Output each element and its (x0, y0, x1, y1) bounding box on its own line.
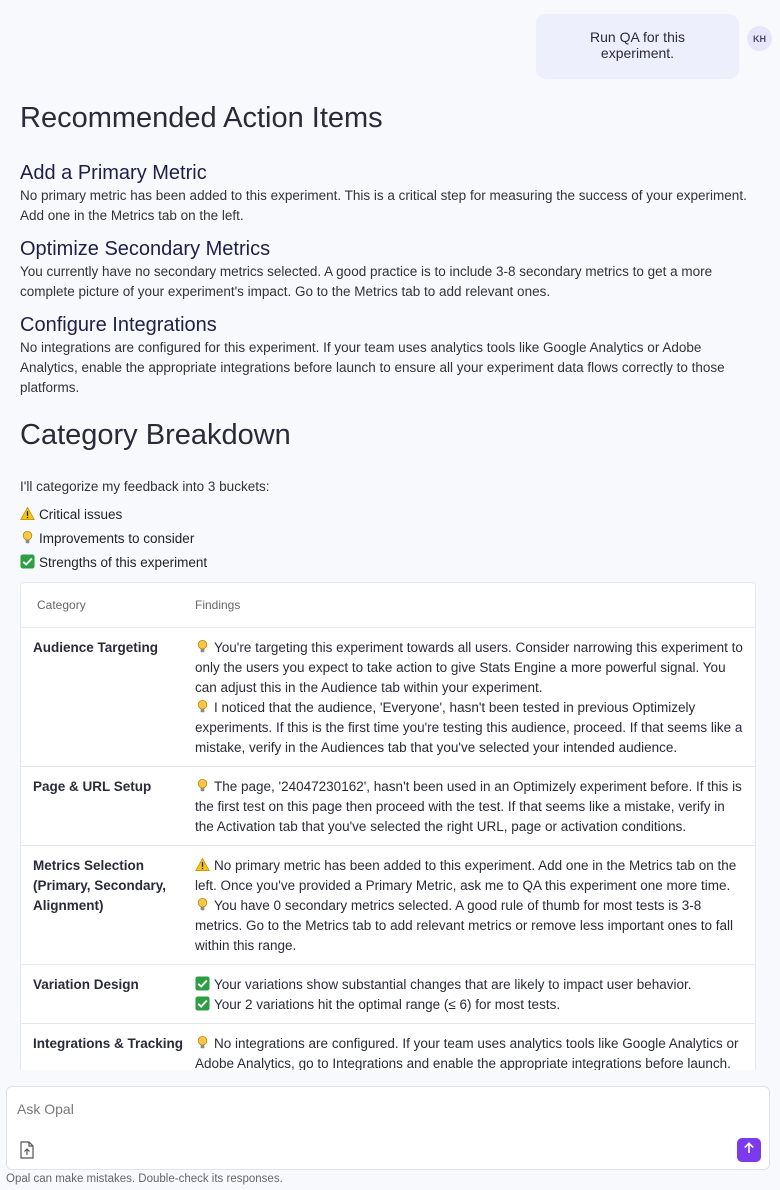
row-findings (195, 856, 755, 956)
category-breakdown-table (20, 582, 756, 1070)
finding-item (195, 777, 743, 837)
send-button[interactable] (737, 1138, 761, 1162)
chat-input[interactable]: Ask Opal (17, 1101, 74, 1117)
row-category: Audience Targeting (33, 640, 159, 655)
user-message-row (536, 14, 772, 79)
finding-text: No integrations are configured. If your team uses analytics tools like Google Analytics or Adobe Analytics, go to Integrations and enable the appropriate integrations before launch. (195, 1036, 739, 1070)
action-heading-primary-metric: Add a Primary Metric (20, 162, 207, 184)
bucket-label: Critical issues (39, 507, 123, 522)
bucket-critical (20, 503, 760, 527)
lightbulb-icon (195, 778, 210, 793)
arrow-up-icon (742, 1141, 756, 1160)
user-message-bubble: Run QA for this experiment. (536, 14, 739, 79)
row-findings (195, 1034, 755, 1070)
row-findings (195, 975, 755, 1015)
check-icon (195, 976, 210, 991)
bucket-improvements (20, 527, 760, 551)
table-body (21, 627, 755, 1070)
finding-text: The page, '24047230162', hasn't been used in an Optimizely experiment before. If this is the first test on this page then proceed with the test. If that seems like a mistake, verify in the Activation tab that you've selected the right URL, page or activation conditions. (195, 779, 742, 834)
bucket-strengths (20, 551, 760, 575)
chat-input-box[interactable] (6, 1086, 770, 1170)
lightbulb-icon (195, 897, 210, 912)
lightbulb-icon (195, 699, 210, 714)
table-row (21, 766, 755, 845)
finding-item (195, 1034, 743, 1070)
user-avatar: KH (747, 26, 772, 51)
breakdown-intro: I'll categorize my feedback into 3 buckets: (20, 479, 270, 494)
recommended-title: Recommended Action Items (20, 102, 383, 134)
action-heading-integrations: Configure Integrations (20, 314, 217, 336)
table-header (21, 583, 755, 627)
lightbulb-icon (195, 1035, 210, 1050)
lightbulb-icon (20, 530, 35, 545)
bucket-label: Improvements to consider (39, 531, 195, 546)
action-text-primary-metric: No primary metric has been added to this experiment. This is a critical step for measuring the success of your experiment. Add one in the Metrics tab on the left. (20, 188, 747, 223)
breakdown-title: Category Breakdown (20, 419, 291, 451)
warning-icon (195, 857, 210, 872)
row-category: Variation Design (33, 977, 139, 992)
row-findings (195, 638, 755, 758)
finding-text: Your 2 variations hit the optimal range (≤ 6) for most tests. (214, 997, 561, 1012)
table-row (21, 964, 755, 1023)
assistant-response (20, 98, 760, 575)
finding-item (195, 975, 743, 995)
finding-text: I noticed that the audience, 'Everyone', hasn't been tested in previous Optimizely experiments. If this is the first time you're testing this audience, proceed. If that seems like a mistake, verify in the Audiences tab that you've selected your intended audience. (195, 700, 743, 755)
table-row (21, 1023, 755, 1070)
header-category: Category (37, 598, 86, 612)
finding-item (195, 896, 743, 956)
finding-text: You're targeting this experiment towards all users. Consider narrowing this experiment to only the users you expect to take action to give Stats Engine a more powerful signal. You can adjust this in the Audience tab within your experiment. (195, 640, 743, 695)
lightbulb-icon (195, 639, 210, 654)
finding-item (195, 638, 743, 698)
table-row (21, 627, 755, 766)
action-text-secondary-metrics: You currently have no secondary metrics selected. A good practice is to include 3-8 secondary metrics to get a more complete picture of your experiment's impact. Go to the Metrics tab to add relevant ones. (20, 264, 713, 299)
file-upload-icon (19, 1146, 35, 1163)
warning-icon (20, 506, 35, 521)
finding-item (195, 856, 743, 896)
row-findings (195, 777, 755, 837)
disclaimer-text: Opal can make mistakes. Double-check its responses. (6, 1173, 283, 1185)
check-icon (195, 996, 210, 1011)
finding-text: Your variations show substantial changes that are likely to impact user behavior. (214, 977, 692, 992)
attach-file-button[interactable] (19, 1141, 35, 1159)
finding-item (195, 698, 743, 758)
action-heading-secondary-metrics: Optimize Secondary Metrics (20, 238, 271, 260)
finding-text: You have 0 secondary metrics selected. A good rule of thumb for most tests is 3-8 metrics. Go to the Metrics tab to add relevant metrics or remove less important ones to fall within this range. (195, 898, 733, 953)
table-row (21, 845, 755, 964)
bucket-label: Strengths of this experiment (39, 555, 208, 570)
finding-text: No primary metric has been added to this experiment. Add one in the Metrics tab on the left. Once you've provided a Primary Metric, ask me to QA this experiment one more time. (195, 858, 737, 893)
finding-item (195, 995, 743, 1015)
check-icon (20, 554, 35, 569)
row-category: Page & URL Setup (33, 779, 152, 794)
header-findings: Findings (195, 598, 241, 612)
action-text-integrations: No integrations are configured for this experiment. If your team uses analytics tools like Google Analytics or Adobe Analytics, enable the appropriate integrations before launch to ensure all your experiment data flows correctly to those platforms. (20, 340, 725, 395)
row-category: Integrations & Tracking (33, 1036, 184, 1051)
row-category: Metrics Selection (Primary, Secondary, Alignment) (33, 858, 167, 913)
